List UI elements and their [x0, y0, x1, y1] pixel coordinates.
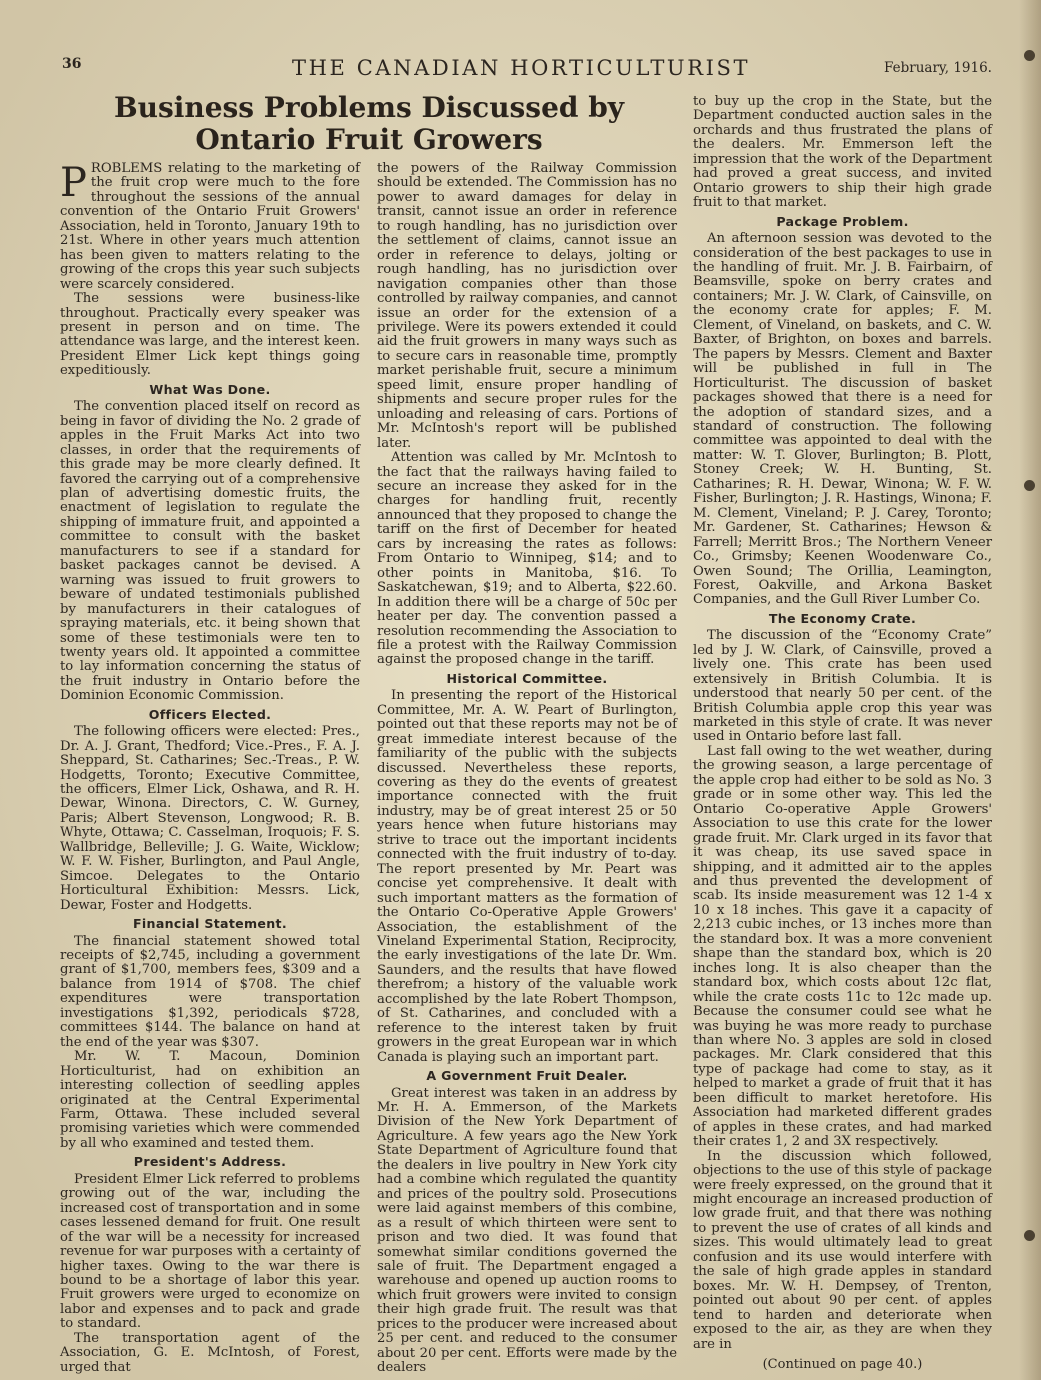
president-paragraph-2: The transportation agent of the Association, G. E. McIntosh, of Forest, urged that	[60, 1330, 360, 1375]
economy-paragraph-3: In the discussion which followed, objections to the use of this style of package were freely expressed, on the ground that it might encourage an increased production of low grade fruit, and that there was nothing to prevent the use of crates of all kinds and sizes. This would ultimately lead to great confusion and its use would interfere with the sale of high grade apples in standard boxes. Mr. W. H. Dempsey, of Trenton, pointed out about 90 per cent. of apples tend to harden and deteriorate when exposed to the air, as they are when they are in	[693, 1148, 992, 1352]
historical-paragraph: In presenting the report of the Historical Committee, Mr. A. W. Peart of Burlington, pointed out that these reports may not be of great immediate interest because of the familiarity of the public with the subjects discussed. Nevertheless these reports, covering as they do the events of greatest importance connected with the fruit industry, may be of great interest 25 or 50 years hence when future historians may strive to trace out the important incidents connected with the fruit industry of to-day. The report presented by Mr. Peart was concise yet comprehensive. It dealt with such important matters as the formation of the Ontario Co-Operative Apple Growers' Association, the establishment of the Vineland Experimental Station, Reciprocity, the early investigations of the late Dr. Wm. Saunders, and the results that have flowed therefrom; a history of the valuable work accomplished by the late Robert Thompson, of St. Catharines, and concluded with a reference to the interest taken by fruit growers in the great European war in which Canada is playing such an important part.	[377, 688, 677, 1065]
section-heading-historical: Historical Committee.	[446, 670, 608, 686]
section-heading-officers: Officers Elected.	[148, 706, 272, 722]
financial-paragraph-2: Mr. W. T. Macoun, Dominion Horticulturist, had on exhibition an interesting collection of seedling apples originated at the Central Experimental Farm, Ottawa. These included several promising varieties which were commended by all who examined and tested them.	[60, 1049, 360, 1151]
continued-note[interactable]: (Continued on page 40.)	[762, 1356, 923, 1372]
issue-date: February, 1916.	[884, 60, 992, 76]
binding-hole	[1024, 50, 1035, 61]
section-heading-financial: Financial Statement.	[133, 916, 287, 932]
president-paragraph: President Elmer Lick referred to problems growing out of the war, including the increased cost of transportation and in some cases lessened demand for fruit. One result of the war will be a necessity for increased revenue for war purposes with a certainty of higher taxes. Owing to the war there is bound to be a shortage of labor this year. Fruit growers were urged to economize on labor and expenses and to pack and grade to standard.	[60, 1171, 360, 1332]
page-edge-shadow	[1019, 0, 1041, 1380]
section-heading-economy: The Economy Crate.	[768, 610, 917, 626]
economy-paragraph-2: Last fall owing to the wet weather, during the growing season, a large percentage of the apple crop had either to be sold as No. 3 grade or in some other way. This led the Ontario Co-operative Apple Growers' Association to use this crate for the lower grade fruit. Mr. Clark urged in its favor that it was cheap, its use saved space in shipping, and it admitted air to the apples and thus prevented the development of scab. Its inside measurement was 12 1-4 x 10 x 18 inches. This gave it a capacity of 2,213 cubic inches, or 13 inches more than the standard box. It was a more convenient shape than the standard box, which is 20 inches long. It is also cheaper than the standard box, which costs about 12c flat, while the crate costs 11c to 12c made up. Because the consumer could see what he was buying he was more ready to purchase than where No. 3 apples are sold in closed packages. Mr. Clark considered that this type of package had come to stay, as it helped to market a grade of fruit that it has been difficult to market heretofore. His Association had marketed different grades of apples in these crates, and had marked their crates 1, 2 and 3X respectively.	[693, 743, 992, 1150]
economy-paragraph: The discussion of the “Economy Crate” led by J. W. Clark, of Cainsville, proved a lively one. This crate has been used extensively in British Columbia. It is understood that nearly 50 per cent. of the British Columbia apple crop this year was marketed in this style of crate. It was never used in Ontario before last fall.	[693, 628, 992, 745]
drop-cap: P	[60, 160, 87, 206]
dealer-continued-paragraph: to buy up the crop in the State, but the Department conducted auction sales in the orchards and thus frustrated the plans of the dealers. Mr. Emmerson left the impression that the work of the Department had proved a great success, and invited Ontario growers to ship their high grade fruit to that market.	[693, 94, 992, 211]
page-number: 36	[62, 56, 82, 72]
officers-paragraph: The following officers were elected: Pres., Dr. A. J. Grant, Thedford; Vice.-Pres., F. A. J. Sheppard, St. Catharines; Sec.-Treas., P. W. Hodgetts, Toronto; Executive Committee, the officers, Elmer Lick, Oshawa, and R. H. Dewar, Winona. Directors, C. W. Gurney, Paris; Albert Stevenson, Longwood; R. B. Whyte, Ottawa; C. Casselman, Iroquois; F. S. Wallbridge, Belleville; J. G. Waite, Wicklow; W. F. W. Fisher, Burlington, and Paul Angle, Simcoe. Delegates to the Ontario Horticultural Exhibition: Messrs. Lick, Dewar, Foster and Hodgetts.	[60, 724, 360, 913]
financial-paragraph: The financial statement showed total receipts of $2,745, including a government grant of $1,700, members fees, $309 and a balance from 1914 of $708. The chief expenditures were transportation investigations $1,392, periodicals $728, committees $144. The balance on hand at the end of the year was $307.	[60, 933, 360, 1050]
article-title: Business Problems Discussed by Ontario Fruit Growers	[113, 91, 625, 156]
binding-hole	[1024, 480, 1035, 491]
section-heading-package: Package Problem.	[776, 213, 909, 229]
package-paragraph: An afternoon session was devoted to the consideration of the best packages to use in the handling of fruit. Mr. J. B. Fairbairn, of Beamsville, spoke on berry crates and containers; Mr. J. W. Clark, of Cainsville, on the economy crate for apples; F. M. Clement, of Vineland, on baskets, and C. W. Baxter, of Brighton, on boxes and barrels. The papers by Messrs. Clement and Baxter will be published in full in The Horticulturist. The discussion of basket packages showed that there is a need for the adoption of standard sizes, and a standard of construction. The following committee was appointed to deal with the matter: W. T. Glover, Burlington; B. Plott, Stoney Creek; W. H. Bunting, St. Catharines; R. H. Dewar, Winona; W. F. W. Fisher, Burlington; J. R. Hastings, Winona; F. M. Clement, Vineland; P. J. Carey, Toronto; Mr. Gardener, St. Catharines; Hewson & Farrell; Merritt Bros.; The Northern Veneer Co., Grimsby; Keenen Woodenware Co., Owen Sound; The Orillia, Leamington, Forest, Oakville, and Arkona Basket Companies, and the Gull River Lumber Co.	[693, 231, 992, 608]
section-heading-president: President's Address.	[133, 1154, 287, 1170]
intro-paragraph-2: The sessions were business-like throughout. Practically every speaker was present in person and on time. The attendance was large, and the interest keen. President Elmer Lick kept things going expeditiously.	[60, 291, 360, 379]
binding-hole	[1024, 1230, 1035, 1241]
section-heading-done: What Was Done.	[149, 381, 271, 397]
column-1	[60, 162, 360, 1375]
masthead: THE CANADIAN HORTICULTURIST	[292, 56, 751, 80]
intro-paragraph: PROBLEMS relating to the marketing of the fruit crop were much to the fore throughout the sessions of the annual convention of the Ontario Fruit Growers' Association, held in Toronto, January 19th to 21st. Where in other years much attention has been given to matters relating to the growing of the crops this year such subjects were scarcely considered.	[60, 160, 360, 292]
column-3	[693, 95, 992, 1372]
railway-paragraph-2: Attention was called by Mr. McIntosh to the fact that the railways having failed to secure an increase they asked for in the charges for handling fruit, recently announced that they proposed to change the tariff on the first of December for heated cars by increasing the rates as follows: From Ontario to Winnipeg, $14; and to other points in Manitoba, $16. To Saskatchewan, $19; and to Alberta, $22.60. In addition there will be a charge of 50c per heater per day. The convention passed a resolution recommending the Association to file a protest with the Railway Commission against the proposed change in the tariff.	[377, 450, 677, 668]
railway-paragraph: the powers of the Railway Commission should be extended. The Commission has no power to award damages for delay in transit, cannot issue an order in reference to rough handling, has no jurisdiction over the settlement of claims, cannot issue an order in reference to delays, jolting or rough handling, has no jurisdiction over navigation companies other than those controlled by railway companies, and cannot issue an order for the extension of a privilege. Were its powers extended it could aid the fruit growers in many ways such as to secure cars in reasonable time, promptly market perishable fruit, secure a minimum speed limit, ensure proper handling of shipments and secure proper rules for the unloading and releasing of cars. Portions of Mr. McIntosh's report will be published later.	[377, 161, 677, 451]
section-heading-dealer: A Government Fruit Dealer.	[426, 1068, 628, 1084]
dealer-paragraph: Great interest was taken in an address by Mr. H. A. Emmerson, of the Markets Division of the New York Department of Agriculture. A few years ago the New York State Department of Agriculture found that the dealers in live poultry in New York city had a combine which regulated the quantity and prices of the poultry sold. Prosecutions were laid against members of this combine, as a result of which thirteen were sent to prison and two died. It was found that somewhat similar conditions governed the sale of fruit. The Department engaged a warehouse and opened up auction rooms to which fruit growers were invited to consign their high grade fruit. The result was that prices to the producer were increased about 25 per cent. and reduced to the consumer about 20 per cent. Efforts were made by the dealers	[377, 1085, 677, 1376]
column-2	[377, 162, 677, 1376]
done-paragraph: The convention placed itself on record as being in favor of dividing the No. 2 grade of apples in the Fruit Marks Act into two classes, in order that the requirements of this grade may be more clearly defined. It favored the carrying out of a comprehensive plan of advertising domestic fruits, the enactment of legislation to regulate the shipping of immature fruit, and appointed a committee to consult with the basket manufacturers to see if a standard for basket packages cannot be devised. A warning was issued to fruit growers to beware of undated testimonials published by manufacturers in their catalogues of spraying materials, etc. it being shown that some of these testimonials were ten to twenty years old. It appointed a committee to lay information concerning the status of the fruit industry in Ontario before the Dominion Economic Commission.	[60, 399, 360, 704]
